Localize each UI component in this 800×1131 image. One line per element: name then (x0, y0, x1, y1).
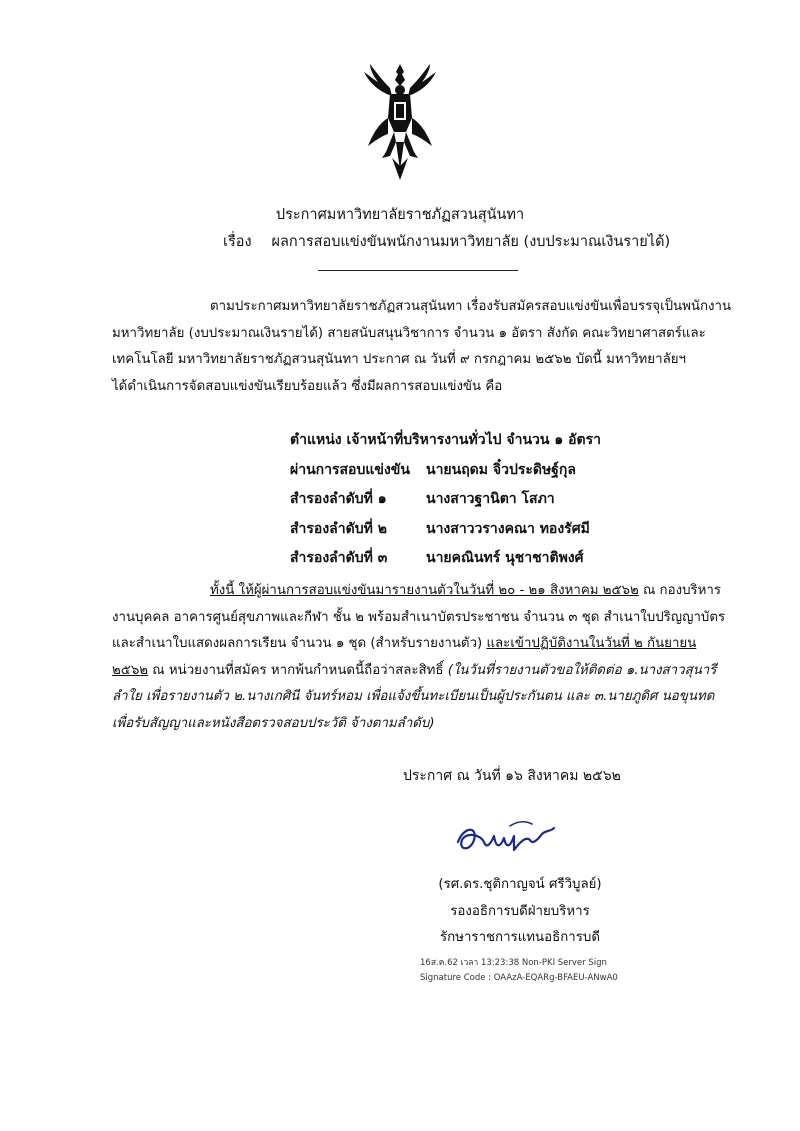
signature-timestamp: 16ส.ค.62 เวลา 13:23:38 Non-PKI Server Sign (420, 958, 607, 968)
result-row (290, 544, 601, 574)
result-label: สำรองลำดับที่ ๒ (290, 520, 387, 537)
result-label: ผ่านการสอบแข่งขัน (290, 461, 410, 478)
subject-label: เรื่อง (223, 234, 252, 250)
start-year-text: ๒๕๖๒ (112, 662, 149, 678)
notice-line (112, 631, 725, 658)
result-row (290, 485, 601, 515)
notice-line: งานบุคคล อาคารศูนย์สุขภาพและกีฬา ชั้น ๒ พร้อมสำเนาบัตรประชาชน จำนวน ๓ ชุด สำเนาใบปริญญาบัตร (112, 609, 726, 625)
result-row (290, 515, 601, 545)
result-name: นางสาวฐานิตา โสภา (426, 491, 555, 507)
result-label: สำรองลำดับที่ ๑ (290, 491, 387, 507)
garuda-emblem (362, 62, 438, 182)
intro-line: มหาวิทยาลัย (งบประมาณเงินรายได้) สายสนับสนุนวิชาการ จำนวน ๑ อัตรา สังกัด คณะวิทยาศาสตร์และ (112, 325, 706, 341)
exam-results (290, 426, 601, 574)
intro-line: ได้ดำเนินการจัดสอบแข่งขันเรียบร้อยแล้ว ซึ่งมีผลการสอบแข่งขัน คือ (112, 378, 503, 394)
notice-text: ณ กองบริหาร (638, 583, 722, 598)
signer-title: รองอธิการบดีฝ่ายบริหาร (450, 904, 590, 919)
intro-line: เทคโนโลยี มหาวิทยาลัยราชภัฏสวนสุนันทา ประกาศ ณ วันที่ ๙ กรกฎาคม ๒๕๖๒ บัดนี้ มหาวิทยาลัยฯ (112, 352, 686, 367)
intro-paragraph (112, 294, 731, 400)
contact-note: เพื่อรับสัญญาและหนังสือตรวจสอบประวัติ จ้างตามลำดับ) (112, 715, 435, 731)
handwritten-signature (450, 812, 560, 862)
signature-code: Signature Code : OAAzA-EQARg-BFAEU-ANwA0 (420, 973, 618, 983)
notice-text: ณ หน่วยงานที่สมัคร หากพ้นกำหนดนี้ถือว่าสละสิทธิ์ (148, 662, 448, 678)
notice-paragraph (112, 578, 725, 737)
position-heading: ตำแหน่ง เจ้าหน้าที่บริหารงานทั่วไป จำนวน ๑ อัตรา (290, 432, 601, 448)
signer-name: (รศ.ดร.ชุติกาญจน์ ศรีวิบูลย์) (438, 877, 602, 892)
result-name: นายคณินทร์ นุชาชาติพงศ์ (426, 550, 584, 566)
result-label: สำรองลำดับที่ ๓ (290, 550, 388, 566)
contact-note: (ในวันที่รายงานตัวขอให้ติดต่อ ๑.นางสาวสุนารี (447, 662, 717, 678)
result-name: นางสาววรางคณา ทองรัศมี (426, 520, 590, 537)
announcement-subject (223, 230, 670, 253)
announcement-title: ประกาศมหาวิทยาลัยราชภัฏสวนสุนันทา (275, 207, 525, 223)
start-date-text: และเข้าปฏิบัติงานในวันที่ ๒ กันยายน (486, 636, 697, 651)
notice-text: และสำเนาใบแสดงผลการเรียน จำนวน ๑ ชุด (สำหรับรายงานตัว) (112, 636, 487, 651)
result-name: นายนฤดม จิ๋วประดิษฐ์กุล (426, 461, 576, 478)
subject-text: ผลการสอบแข่งขันพนักงานมหาวิทยาลัย (งบประมาณเงินรายได้) (271, 234, 671, 250)
report-date-text: ทั้งนี้ ให้ผู้ผ่านการสอบแข่งขันมารายงานตัวในวันที่ ๒๐ - ๒๑ สิงหาคม ๒๕๖๒ (210, 583, 639, 598)
notice-line (112, 658, 725, 685)
intro-line: ตามประกาศมหาวิทยาลัยราชภัฏสวนสุนันทา เรื่องรับสมัครสอบแข่งขันเพื่อบรรจุเป็นพนักงาน (210, 299, 732, 314)
header-divider (318, 270, 518, 271)
result-row (290, 456, 601, 486)
announcement-date: ประกาศ ณ วันที่ ๑๖ สิงหาคม ๒๕๖๒ (403, 768, 621, 784)
contact-note: ลำใย เพื่อรายงานตัว ๒.นางเกศินี จันทร์หอม เพื่อแจ้งขึ้นทะเบียนเป็นผู้ประกันตน และ ๓.นายภูดิศ นอขุนทด (112, 689, 715, 704)
signer-acting-title: รักษาราชการแทนอธิการบดี (440, 930, 600, 945)
notice-line (112, 578, 725, 605)
